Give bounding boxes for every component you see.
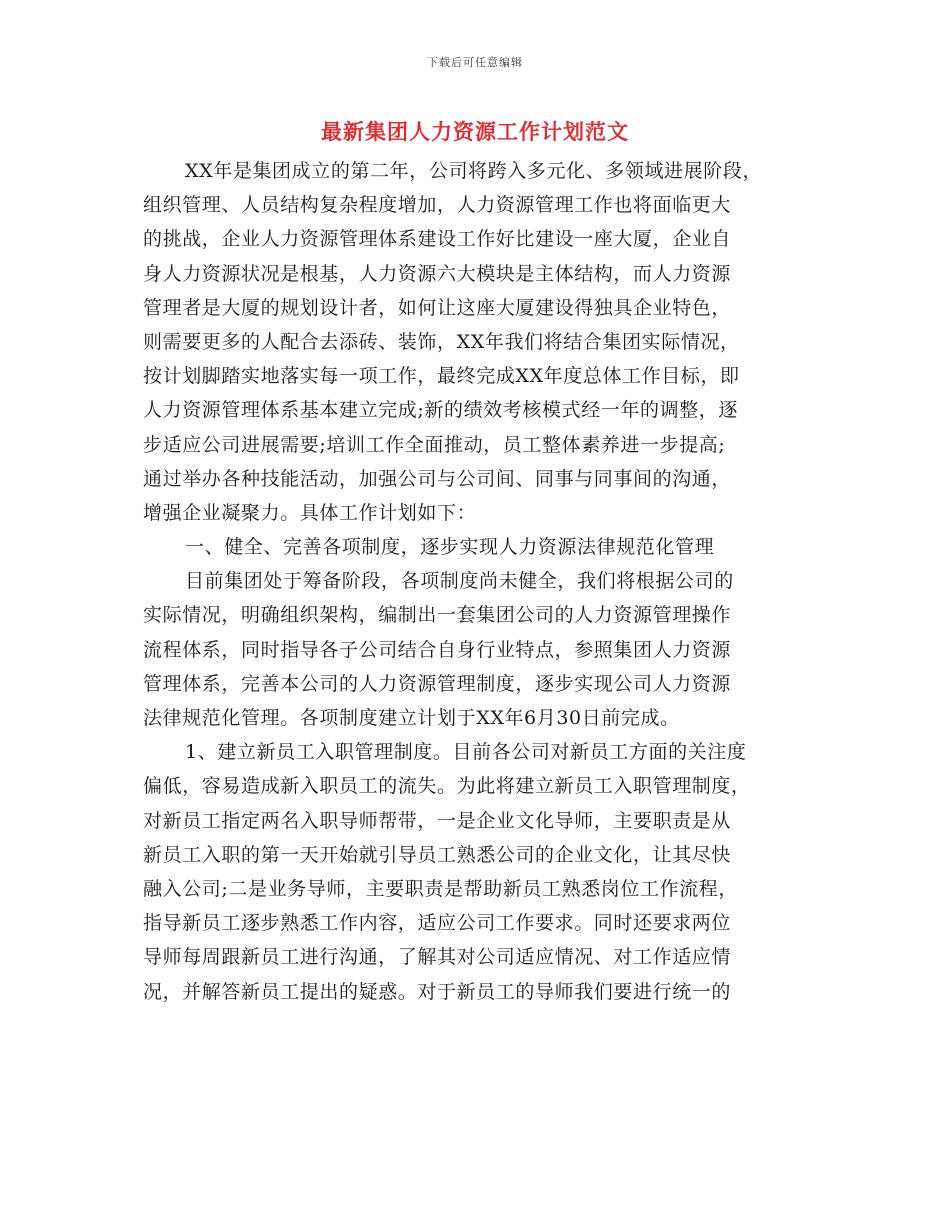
paragraph-line: 法律规范化管理。各项制度建立计划于XX年6月30日前完成。 — [143, 707, 680, 729]
paragraph-line: 流程体系，同时指导各子公司结合自身行业特点，参照集团人力资源 — [143, 638, 732, 661]
paragraph-line: 步适应公司进展需要;培训工作全面推动，员工整体素养进一步提高; — [143, 433, 726, 456]
paragraph-line: 1、建立新员工入职管理制度。目前各公司对新员工方面的关注度 — [185, 741, 747, 764]
paragraph-line: 人力资源管理体系基本建立完成;新的绩效考核模式经一年的调整，逐 — [143, 399, 739, 422]
paragraph-line: 按计划脚踏实地落实每一项工作，最终完成XX年度总体工作目标，即 — [143, 365, 740, 388]
paragraph-line: 管理体系，完善本公司的人力资源管理制度，逐步实现公司人力资源 — [143, 672, 732, 695]
paragraph-line: 组织管理、人员结构复杂程度增加，人力资源管理工作也将面临更大 — [143, 194, 732, 217]
paragraph-line: XX年是集团成立的第二年，公司将跨入多元化、多领域进展阶段， — [185, 160, 763, 182]
paragraph-line: 对新员工指定两名入职导师帮带，一是企业文化导师，主要职责是从 — [143, 809, 732, 832]
paragraph-line: 况，并解答新员工提出的疑惑。对于新员工的导师我们要进行统一的 — [143, 980, 732, 1003]
paragraph-line: 通过举办各种技能活动，加强公司与公司间、同事与同事间的沟通， — [143, 467, 732, 490]
paragraph-line: 融入公司;二是业务导师，主要职责是帮助新员工熟悉岗位工作流程， — [143, 877, 739, 900]
paragraph-line: 新员工入职的第一天开始就引导员工熟悉公司的企业文化，让其尽快 — [143, 843, 732, 866]
paragraph-line: 目前集团处于筹备阶段，各项制度尚未健全，我们将根据公司的 — [185, 570, 734, 593]
paragraph-line: 偏低，容易造成新入职员工的流失。为此将建立新员工入职管理制度， — [143, 775, 751, 798]
section-heading: 一、健全、完善各项制度，逐步实现人力资源法律规范化管理 — [185, 536, 715, 559]
paragraph-line: 增强企业凝聚力。具体工作计划如下： — [143, 501, 477, 524]
paragraph-line: 身人力资源状况是根基，人力资源六大模块是主体结构，而人力资源 — [143, 262, 732, 285]
paragraph-line: 实际情况，明确组织架构，编制出一套集团公司的人力资源管理操作 — [143, 604, 732, 627]
paragraph-line: 则需要更多的人配合去添砖、装饰，XX年我们将结合集团实际情况， — [143, 330, 740, 353]
document-body — [143, 154, 813, 1009]
paragraph-line: 导师每周跟新员工进行沟通，了解其对公司适应情况、对工作适应情 — [143, 946, 732, 969]
header-note: 下载后可任意编辑 — [427, 56, 523, 69]
document-title: 最新集团人力资源工作计划范文 — [321, 119, 629, 144]
paragraph-line: 管理者是大厦的规划设计者，如何让这座大厦建设得独具企业特色， — [143, 296, 732, 319]
paragraph-line: 的挑战，企业人力资源管理体系建设工作好比建设一座大厦，企业自 — [143, 228, 732, 251]
paragraph-line: 指导新员工逐步熟悉工作内容，适应公司工作要求。同时还要求两位 — [143, 912, 732, 935]
